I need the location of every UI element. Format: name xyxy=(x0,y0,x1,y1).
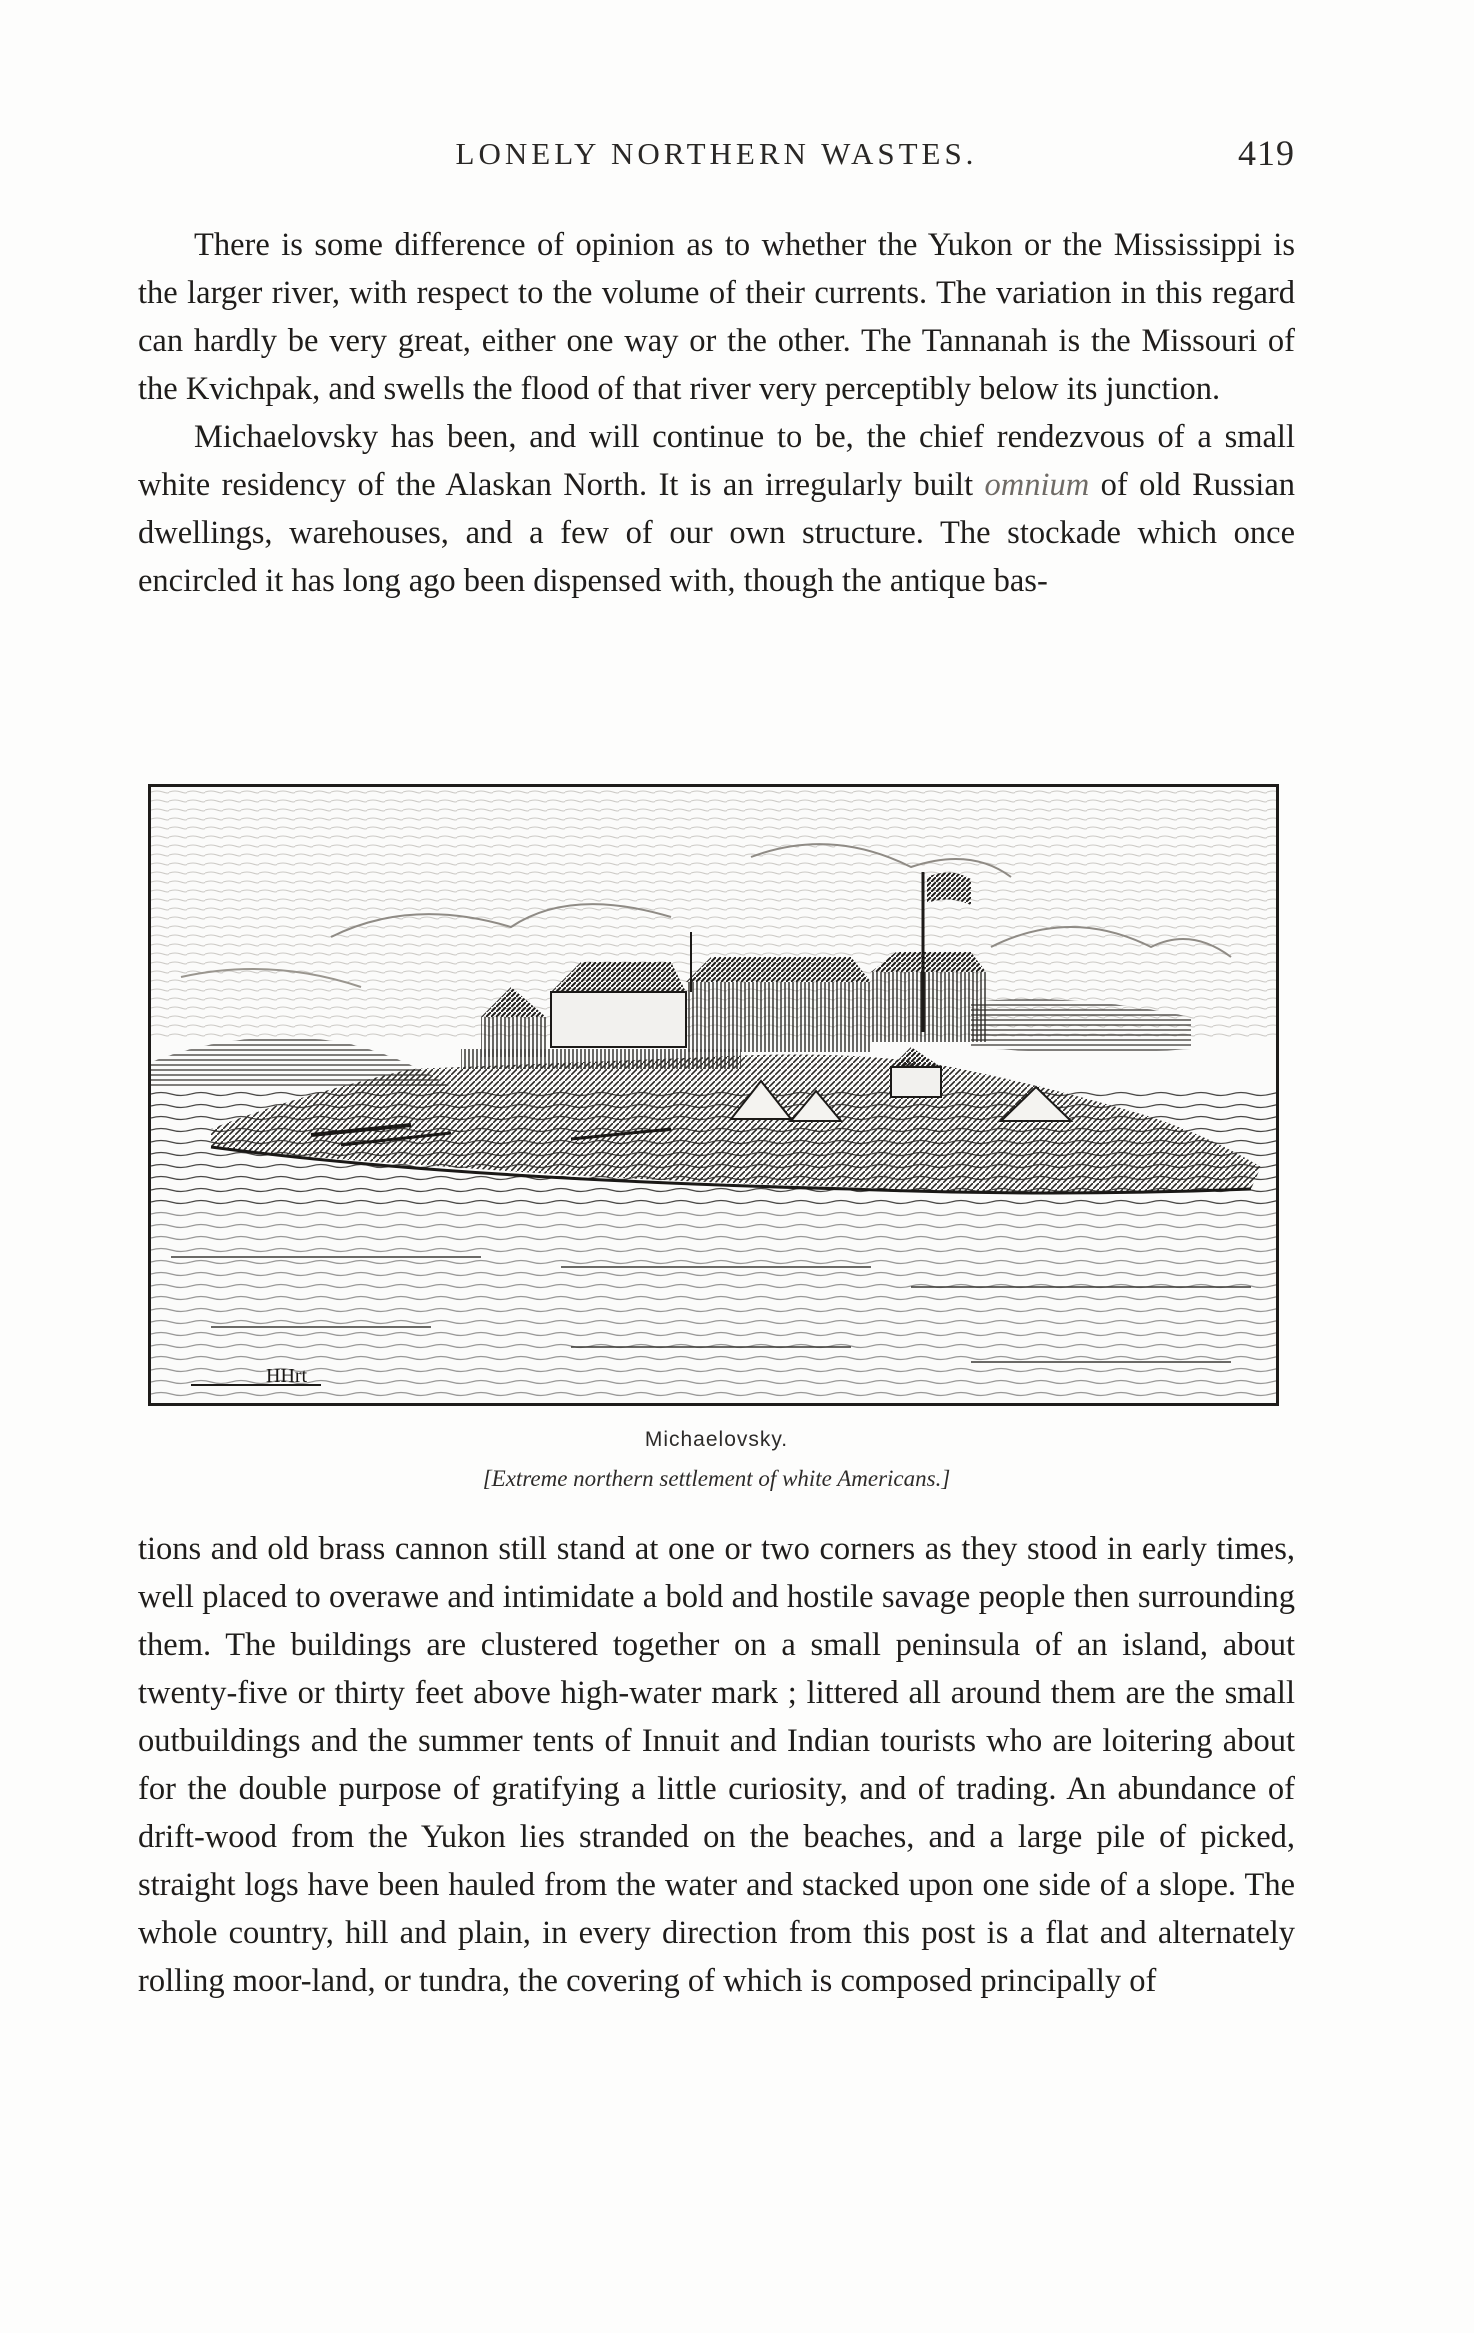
italic-word: omnium xyxy=(984,467,1090,503)
paragraph-3: tions and old brass cannon still stand at one or two corners as they stood in early times, well placed to overawe and intimidate a bold and hostile savage people then surrounding them. The buildings are clustered together on a small peninsula of an island, about twenty-five or thirty feet above high-water mark ; littered all around them are the small outbuildings and the summer tents of Innuit and Indian tourists who are loitering about for the double purpose of gratifying a little curiosity, and of trading. An abundance of drift-wood from the Yukon lies stranded on the beaches, and a large pile of picked, straight logs have been hauled from the water and stacked upon one side of a slope. The whole country, hill and plain, in every direction from this post is a flat and alternately rolling moor-land, or tundra, the covering of which is composed principally of xyxy=(138,1531,1295,1999)
engraving-art xyxy=(151,787,1276,1403)
paragraph-2-end: of old Russian dwellings, warehouses, and a few of our own structure. The stockade which once encircled it has long ago been dispensed with, though the antique bas- xyxy=(138,467,1295,599)
paragraph-1: There is some difference of opinion as to whether the Yukon or the Mississippi is the larger river, with respect to the volume of their currents. The variation in this regard can hardly be very great, either one way or the other. The Tannanah is the Missouri of the Kvichpak, and swells the flood of that river very perceptibly below its junction. xyxy=(138,227,1295,407)
figure-caption-subtitle: [Extreme northern settlement of white Americans.] xyxy=(482,1466,951,1491)
top-text-block xyxy=(138,221,1295,605)
paragraph-2-start: Michaelovsky has been, and will continue to be, the chief rendezvous of a small white residency of the Alaskan North. It is an irregularly built xyxy=(138,419,1295,503)
running-title: LONELY NORTHERN WASTES. xyxy=(455,136,978,171)
paragraph-2 xyxy=(138,413,1295,605)
engraver-mark: HHrt xyxy=(266,1365,308,1387)
figure-caption-title: Michaelovsky. xyxy=(644,1428,789,1451)
water-highlight xyxy=(151,1207,1276,1403)
engraving-michaelovsky xyxy=(148,784,1279,1406)
bottom-text-block xyxy=(138,1525,1295,2005)
running-head xyxy=(138,133,1295,186)
page-number: 419 xyxy=(1238,133,1295,173)
